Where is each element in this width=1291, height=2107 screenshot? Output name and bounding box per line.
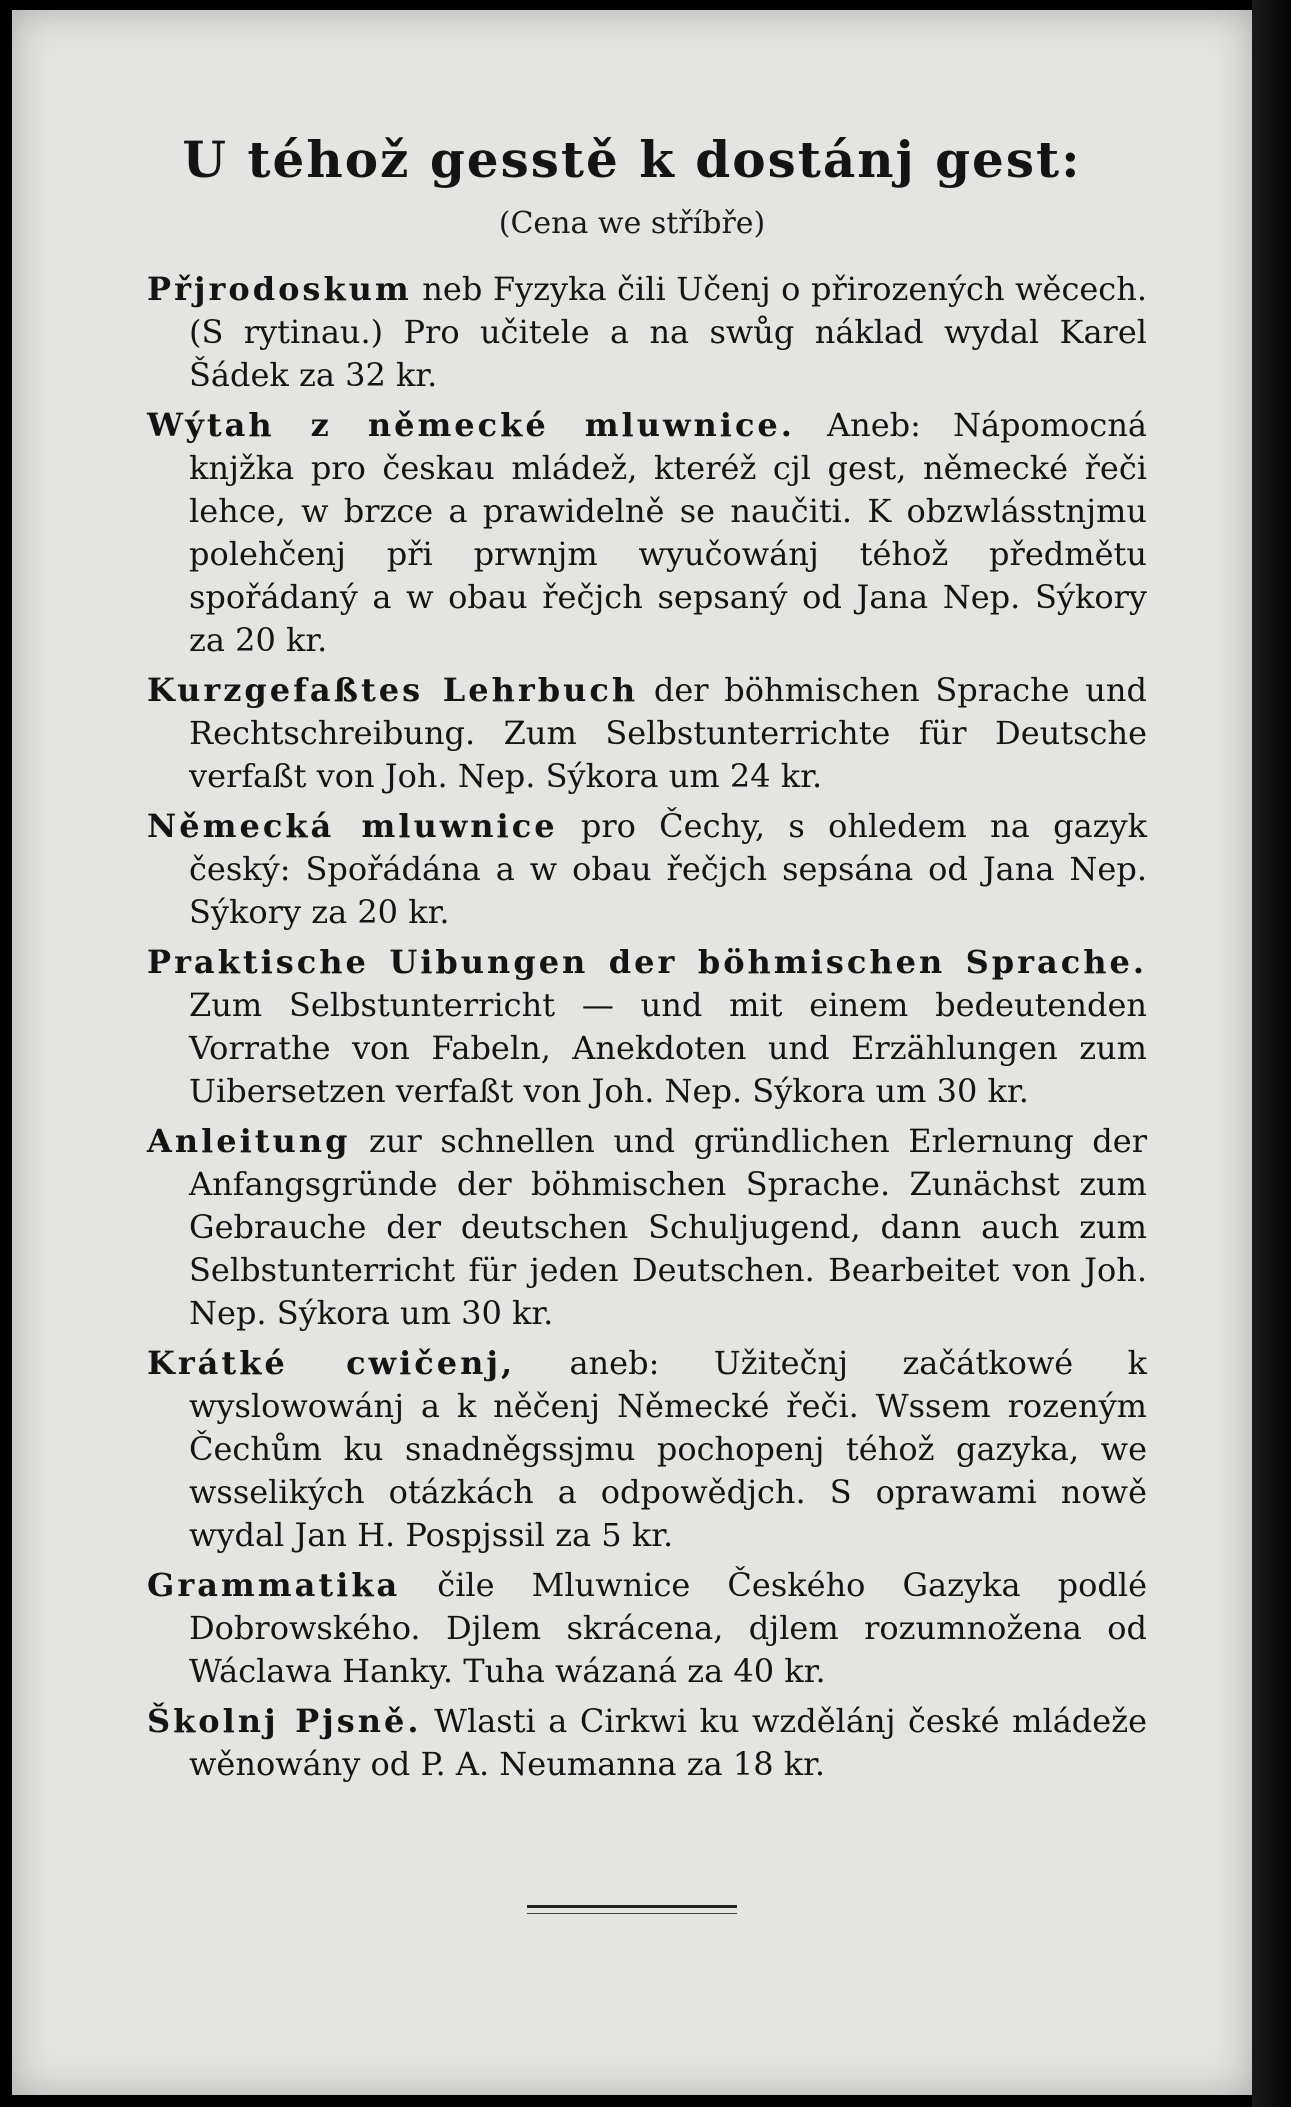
book-entry xyxy=(147,404,1147,662)
book-description: čile Mluwnice Českého Gazyka podlé Dobrowského. Djlem skrácena, djlem rozumnožena od Wáclawa Hanky. Tuha wázaná za 40 kr. xyxy=(189,1566,1147,1690)
book-description: Aneb: Nápomocná knjžka pro českau mládež, kteréž cjl gest, německé řeči lehce, w brzce a prawidelně se naučiti. K obzwlásstnjmu polehčenj při prwnjm wyučowánj téhož předmětu spořádaný a w obau řečjch sepsaný od Jana Nep. Sýkory za 20 kr. xyxy=(189,406,1148,659)
book-description: neb Fyzyka čili Učenj o přirozených wěcech. (S rytinau.) Pro učitele a na swůg náklad wydal Karel Šádek za 32 kr. xyxy=(189,270,1147,394)
book-title: Německá mluwnice xyxy=(147,807,558,845)
book-description: der böhmischen Sprache und Rechtschreibung. Zum Selbstunterrichte für Deutsche verfaßt von Joh. Nep. Sýkora um 24 kr. xyxy=(189,671,1147,795)
book-entry xyxy=(147,1564,1147,1693)
book-title: Přjrodoskum xyxy=(147,270,412,308)
page xyxy=(12,10,1252,2095)
book-title: Kurzgefaßtes Lehrbuch xyxy=(147,671,639,709)
book-title: Grammatika xyxy=(147,1566,401,1604)
book-entry xyxy=(147,941,1147,1113)
page-heading: U téhož gesstě k dostánj gest: xyxy=(182,130,1082,189)
book-title: Wýtah z německé mluwnice. xyxy=(147,406,795,444)
closing-rule-thin xyxy=(527,1913,737,1914)
book-description: aneb: Užitečnj začátkowé k wyslowowánj a k něčenj Německé řeči. Wssem rozeným Čechům ku snadněgssjmu pochopenj téhož gazyka, we wsselikých otázkách a odpowědjch. S oprawami nowě wydal Jan H. Pospjssil za 5 kr. xyxy=(189,1344,1148,1554)
book-description: Zum Selbstunterricht — und mit einem bedeutenden Vorrathe von Fabeln, Anekdoten und Erzählungen zum Uibersetzen verfaßt von Joh. Nep. Sýkora um 30 kr. xyxy=(189,986,1147,1110)
book-title: Praktische Uibungen der böhmischen Sprache. xyxy=(147,943,1147,981)
book-entry xyxy=(147,268,1147,397)
book-title: Školnj Pjsně. xyxy=(147,1702,422,1740)
book-description: pro Čechy, s ohledem na gazyk český: Spořádána a w obau řečjch sepsána od Jana Nep. Sýkory za 20 kr. xyxy=(189,807,1148,931)
book-entry xyxy=(147,1120,1147,1335)
book-entry xyxy=(147,805,1147,934)
book-description: zur schnellen und gründlichen Erlernung der Anfangsgründe der böhmischen Sprache. Zunächst zum Gebrauche der deutschen Schuljugend, dann auch zum Selbstunterricht für jeden Deutschen. Bearbeitet von Joh. Nep. Sýkora um 30 kr. xyxy=(189,1122,1147,1332)
price-note: (Cena we stříbře) xyxy=(498,206,766,241)
closing-rule xyxy=(527,1905,737,1908)
book-entry xyxy=(147,1342,1147,1557)
book-title: Krátké cwičenj, xyxy=(147,1344,516,1382)
book-list xyxy=(147,268,1147,1793)
page-binding-edge xyxy=(1252,0,1291,2107)
book-description: Wlasti a Cirkwi ku wzdělánj české mládeže wěnowány od P. A. Neumanna za 18 kr. xyxy=(189,1702,1148,1783)
book-entry xyxy=(147,1700,1147,1786)
book-title: Anleitung xyxy=(147,1122,351,1160)
book-entry xyxy=(147,669,1147,798)
